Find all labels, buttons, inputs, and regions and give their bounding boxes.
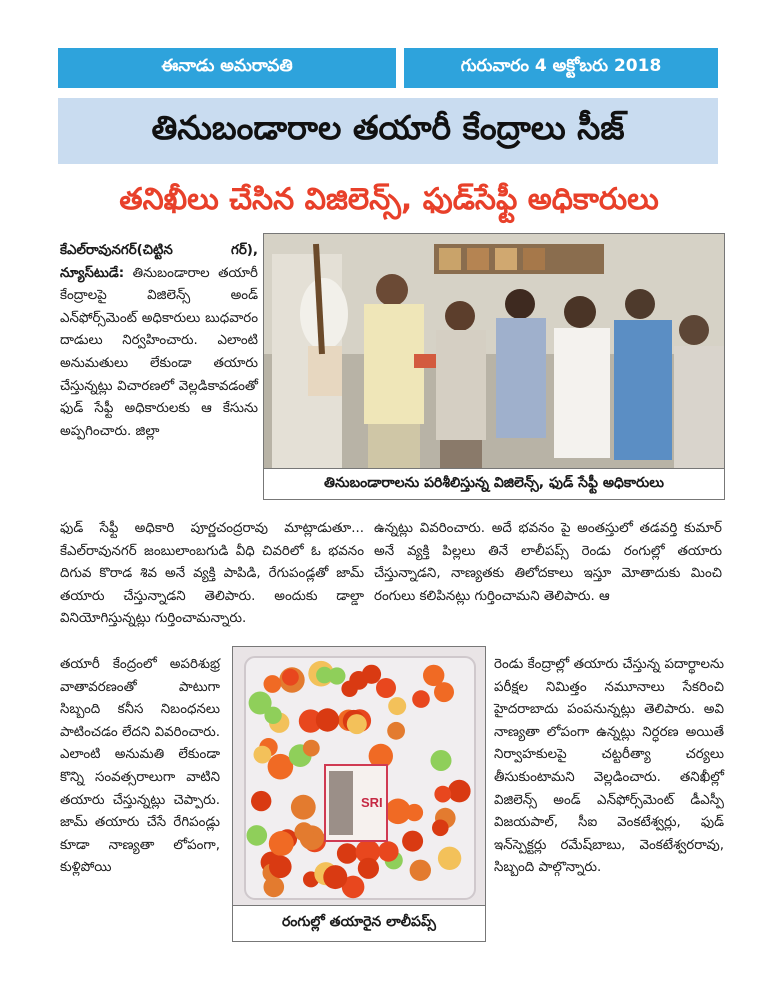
lollipop-candy: [388, 697, 406, 715]
lollipop-candy: [434, 786, 451, 803]
article-dateline: కేఎల్‌రావునగర్(చిట్టిన గర్), న్యూస్‌టుడే:: [60, 243, 258, 281]
inspection-photo: [263, 233, 725, 495]
lollipop-photo-image: [233, 647, 486, 906]
article-subheadline: తనిఖీలు చేసిన విజిలెన్స్, ఫుడ్‌సేఫ్టీ అధికారులు: [119, 182, 659, 217]
article-column-1-top: [60, 240, 258, 443]
lollipop-candy: [254, 746, 272, 764]
lollipop-candy: [337, 843, 358, 864]
lollipop-candy: [410, 860, 431, 881]
lollipop-candy: [264, 675, 282, 693]
article-text-col1-top: తినుబండారాల తయారీ కేంద్రాలపై విజిలెన్స్ అండ్ ఎన్‌ఫోర్స్‌మెంట్ అధికారులు బుధవారం దాడులు నిర్వహించారు. ఎలాంటి అనుమతులు లేకుండా తయారు చేస్తున్నట్లు విచారణలో వెల్లడికావడంతో ఫుడ్ సేఫ్టీ అధికారులకు ఆ కేసును అప్పగించారు. జిల్లా: [60, 265, 258, 439]
lollipop-candy: [264, 877, 285, 898]
lollipop-candy: [291, 795, 316, 820]
lollipop-candy: [432, 820, 449, 837]
lollipop-candy: [358, 858, 379, 879]
lollipop-candy: [264, 707, 281, 724]
lollipop-candy: [323, 865, 347, 889]
lollipop-candy: [294, 822, 313, 841]
lollipop-candy: [269, 856, 292, 879]
inspection-photo-caption: తినుబండారాలను పరిశీలిస్తున్న విజిలెన్స్, ఫుడ్ సేఫ్టీ అధికారులు: [263, 468, 725, 500]
article-text-col-wide: ఫుడ్ సేఫ్టీ అధికారి పూర్ణచంద్రరావు మాట్లాడుతూ... కేఎల్‌రావునగర్ జంబులాంబగుడి వీధి చివరిలో ఓ భవనం దిగువ కొరాడ శివ అనే వ్యక్తి పాపిడి, రేగుపండ్లతో జామ్ తయారు చేస్తున్నాడని తెలిపారు. అందుకు డాల్డా వినియోగిస్తున్నట్లు గుర్తించామన్నారు.: [60, 521, 364, 627]
lollipop-candy: [431, 750, 452, 771]
lollipop-candy: [282, 669, 299, 686]
article-text-col3-top: ఉన్నట్లు వివరించారు. అదే భవనం పై అంతస్తులో తడవర్తి కుమార్ అనే వ్యక్తి పిల్లలు తినే లాలీపప్స్ రెండు రంగుల్లో తయారు చేస్తున్నాడని, నాణ్యతకు తిలోదకాలు ఇస్తూ మోతాదుకు మించి రంగులు కలిపినట్లు గుర్తించామని తెలిపారు. ఆ: [374, 521, 722, 604]
lollipop-candy: [402, 831, 423, 852]
lollipop-candy: [328, 667, 345, 684]
packet-label-text: SRI: [361, 795, 383, 810]
lollipop-candy: [385, 799, 411, 825]
lollipop-candy: [349, 671, 368, 690]
lollipop-candy: [448, 780, 471, 803]
lollipop-candy: [347, 714, 367, 734]
masthead-paper-name: ఈనాడు అమరావతి: [58, 48, 396, 88]
lollipop-candy: [412, 690, 430, 708]
article-text-col3-bottom: రెండు కేంద్రాల్లో తయారు చేస్తున్న పదార్థాలను పరీక్షల నిమిత్తం నమూనాలు సేకరించి హైదరాబాదు పంపనున్నట్లు తెలిపారు. అవి నాణ్యతా లోపంగా ఉన్నట్లు నిర్ధరణ అయితే నిర్వాహకులపై చట్టరీత్యా చర్యలు తీసుకుంటామని వెల్లడించారు. తనిఖీల్లో విజిలెన్స్ అండ్ ఎన్‌ఫోర్స్‌మెంట్ డీఎస్పీ విజయపాల్, సీఐ వెంకటేశ్వర్లు, ఫుడ్ ఇన్‌స్పెక్టర్లు రమేష్‌బాబు, వెంకటేశ్వరరావు, సిబ్బంది పాల్గొన్నారు.: [494, 657, 724, 876]
article-headline: తినుబండారాల తయారీ కేంద్రాలు సీజ్: [58, 98, 718, 164]
lollipop-candy: [303, 740, 320, 757]
lollipop-candy: [387, 722, 405, 740]
lollipop-candy: [423, 665, 444, 686]
inspection-photo-image: [264, 234, 725, 495]
lollipop-candy: [438, 847, 461, 870]
article-text-col1-bottom: తయారీ కేంద్రంలో అపరిశుభ్ర వాతావరణంతో పాటుగా సిబ్బంది కనీస నిబంధనలు పాటించడం లేదని వివరించారు. ఎలాంటి అనుమతి లేకుండా కొన్ని సంవత్సరాలుగా వాటిని తయారు చేస్తున్నట్లు చెప్పారు. జామ్ తయారు చేసే రేగిపండ్లు కూడా నాణ్యతా లోపంగా, కుళ్లిపోయి: [60, 657, 220, 876]
lollipop-candy: [247, 825, 268, 846]
lollipop-photo: [232, 646, 486, 906]
lollipop-candy: [251, 791, 271, 811]
lollipop-candy: [269, 831, 294, 856]
lollipop-candy: [316, 708, 339, 731]
lollipop-candy: [376, 678, 396, 698]
lollipop-candy: [378, 841, 398, 861]
masthead-date: గురువారం 4 అక్టోబరు 2018: [404, 48, 718, 88]
lollipop-photo-caption: రంగుల్లో తయారైన లాలీపప్స్: [232, 906, 486, 942]
